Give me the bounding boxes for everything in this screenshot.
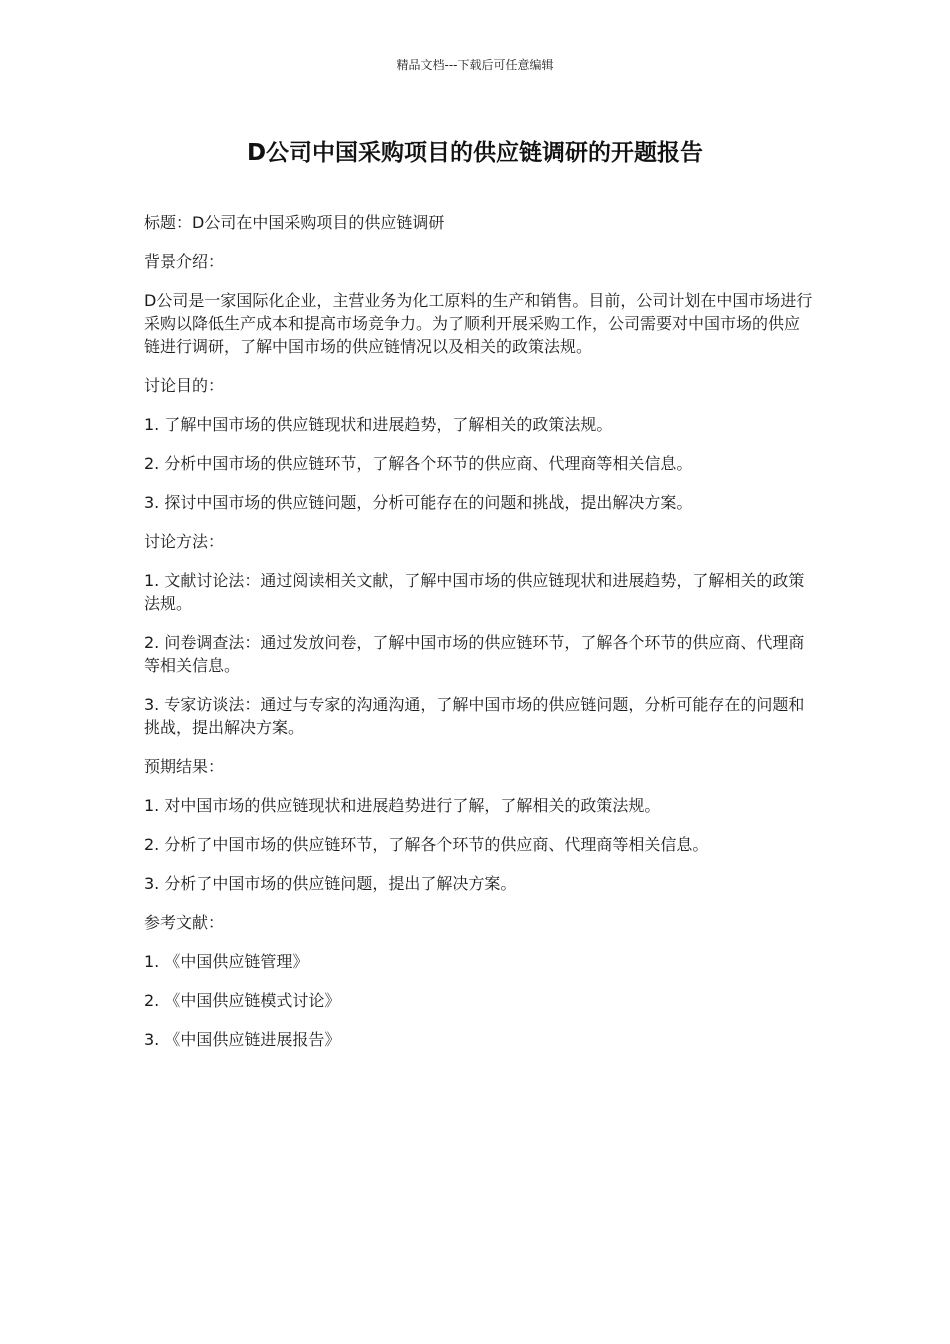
method-item: 3. 专家访谈法：通过与专家的沟通沟通，了解中国市场的供应链问题，分析可能存在的问题和挑战，提出解决方案。 — [144, 695, 805, 737]
section-heading-methods: 讨论方法： — [144, 532, 225, 551]
result-item: 2. 分析了中国市场的供应链环节，了解各个环节的供应商、代理商等相关信息。 — [144, 835, 709, 854]
result-item: 3. 分析了中国市场的供应链问题，提出了解决方案。 — [144, 874, 517, 893]
method-item: 2. 问卷调查法：通过发放问卷，了解中国市场的供应链环节，了解各个环节的供应商、代理商等相关信息。 — [144, 633, 805, 675]
reference-item: 3. 《中国供应链进展报告》 — [144, 1030, 341, 1049]
section-heading-background: 背景介绍： — [144, 252, 225, 271]
document-body — [144, 211, 814, 1067]
document-title: D公司中国采购项目的供应链调研的开题报告 — [246, 140, 704, 166]
title-line: 标题：D公司在中国采购项目的供应链调研 — [144, 213, 445, 232]
background-paragraph: D公司是一家国际化企业，主营业务为化工原料的生产和销售。目前，公司计划在中国市场进行采购以降低生产成本和提高市场竞争力。为了顺利开展采购工作，公司需要对中国市场的供应链进行调研，了解中国市场的供应链情况以及相关的政策法规。 — [144, 291, 813, 356]
reference-item: 2. 《中国供应链模式讨论》 — [144, 991, 341, 1010]
method-item: 1. 文献讨论法：通过阅读相关文献，了解中国市场的供应链现状和进展趋势，了解相关的政策法规。 — [144, 571, 805, 613]
page-header: 精品文档---下载后可任意编辑 — [396, 58, 554, 72]
purpose-item: 2. 分析中国市场的供应链环节，了解各个环节的供应商、代理商等相关信息。 — [144, 454, 693, 473]
section-heading-purpose: 讨论目的： — [144, 376, 225, 395]
purpose-item: 1. 了解中国市场的供应链现状和进展趋势，了解相关的政策法规。 — [144, 415, 613, 434]
result-item: 1. 对中国市场的供应链现状和进展趋势进行了解，了解相关的政策法规。 — [144, 796, 661, 815]
reference-item: 1. 《中国供应链管理》 — [144, 952, 309, 971]
purpose-item: 3. 探讨中国市场的供应链问题，分析可能存在的问题和挑战，提出解决方案。 — [144, 493, 693, 512]
section-heading-references: 参考文献： — [144, 913, 225, 932]
section-heading-results: 预期结果： — [144, 757, 225, 776]
